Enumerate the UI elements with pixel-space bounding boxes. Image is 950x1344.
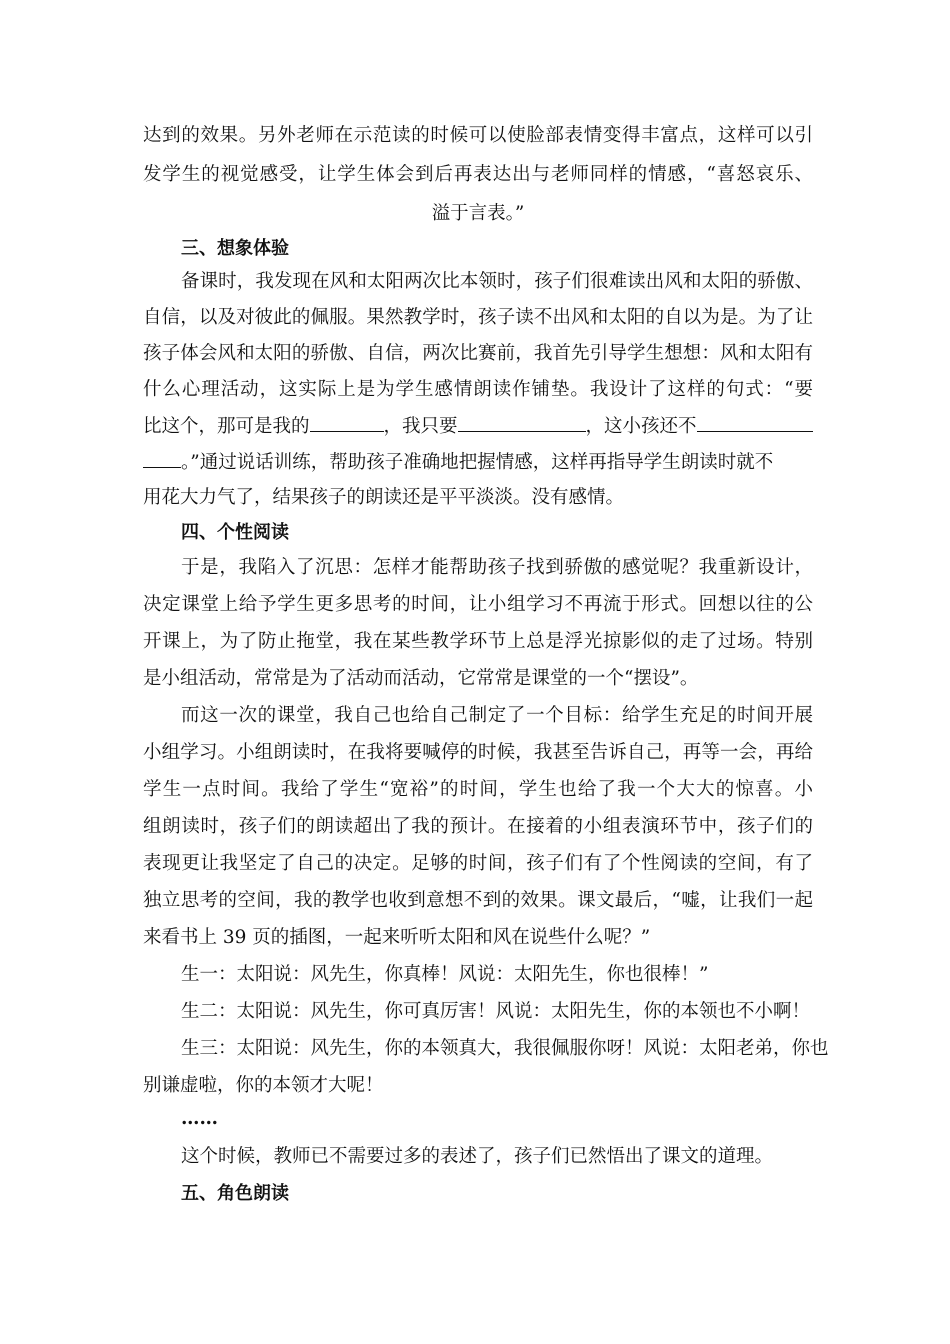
fill-in-continuation (143, 449, 813, 475)
intro-line-3: 溢于言表。” (431, 203, 525, 224)
section-4-p2-line-5: 表现更让我坚定了自己的决定。足够的时间，孩子们有了个性阅读的空间，有了 (143, 853, 813, 874)
section-3-line-3: 孩子体会风和太阳的骄傲、自信，两次比赛前，我首先引导学生想想：风和太阳有 (143, 343, 813, 364)
section-4-p2-line-6: 独立思考的空间，我的教学也收到意想不到的效果。课文最后，“嘘，让我们一起 (143, 890, 813, 911)
section-4-p1-line-2: 决定课堂上给予学生更多思考的时间，让小组学习不再流于形式。回想以往的公 (143, 594, 813, 615)
intro-line-1: 达到的效果。另外老师在示范读的时候可以使脸部表情变得丰富点，这样可以引 (143, 125, 813, 146)
ellipsis: …… (181, 1108, 218, 1129)
section-4-p1-line-1: 于是，我陷入了沉思：怎样才能帮助孩子找到骄傲的感觉呢？我重新设计， (181, 557, 813, 578)
section-4-p2-line-3: 学生一点时间。我给了学生“宽裕”的时间，学生也给了我一个大大的惊喜。小 (143, 779, 813, 800)
section-5-heading: 五、角色朗读 (181, 1183, 289, 1204)
fill-in-sentence (143, 413, 813, 439)
section-3-heading: 三、想象体验 (181, 238, 289, 259)
section-4-p1-line-3: 开课上，为了防止拖堂，我在某些教学环节上总是浮光掠影似的走了过场。特别 (143, 631, 813, 652)
section-3-line-4: 什么心理活动，这实际上是为学生感情朗读作铺垫。我设计了这样的句式：“要 (143, 379, 813, 400)
student-3-line-2: 别谦虚啦，你的本领才大呢！ (143, 1075, 384, 1096)
fill-in-part-1: 比这个，那可是我的 (143, 416, 310, 437)
section-3-last-line: 用花大力气了，结果孩子的朗读还是平平淡淡。没有感情。 (143, 487, 625, 508)
blank-1 (310, 413, 384, 432)
section-3-line-2: 自信，以及对彼此的佩服。果然教学时，孩子读不出风和太阳的自以为是。为了让 (143, 307, 813, 328)
blank-2 (458, 413, 586, 432)
blank-4 (143, 449, 181, 468)
student-3-line-1: 生三：太阳说：风先生，你的本领真大，我很佩服你呀！风说：太阳老弟，你也 (181, 1038, 829, 1059)
section-3-line-1: 备课时，我发现在风和太阳两次比本领时，孩子们很难读出风和太阳的骄傲、 (181, 271, 813, 292)
fill-in-part-2: ，我只要 (383, 416, 458, 437)
conclusion-line: 这个时候，教师已不需要过多的表述了，孩子们已然悟出了课文的道理。 (181, 1146, 774, 1167)
section-4-p2-line-2: 小组学习。小组朗读时，在我将要喊停的时候，我甚至告诉自己，再等一会，再给 (143, 742, 813, 763)
section-4-p2-line-7: 来看书上 39 页的插图，一起来听听太阳和风在说些什么呢？” (143, 927, 651, 948)
after-blank-text: 。”通过说话训练，帮助孩子准确地把握情感，这样再指导学生朗读时就不 (181, 452, 774, 473)
fill-in-part-3: ，这小孩还不 (585, 416, 697, 437)
section-4-heading: 四、个性阅读 (181, 522, 289, 543)
section-4-p2-line-4: 组朗读时，孩子们的朗读超出了我的预计。在接着的小组表演环节中，孩子们的 (143, 816, 813, 837)
intro-line-2: 发学生的视觉感受，让学生体会到后再表达出与老师同样的情感，“喜怒哀乐、 (143, 164, 813, 185)
student-1-line: 生一：太阳说：风先生，你真棒！风说：太阳先生，你也很棒！” (181, 964, 709, 985)
blank-3 (697, 413, 813, 432)
section-4-p2-line-1: 而这一次的课堂，我自己也给自己制定了一个目标：给学生充足的时间开展 (181, 705, 813, 726)
section-4-p1-line-4: 是小组活动，常常是为了活动而活动，它常常是课堂的一个“摆设”。 (143, 668, 699, 689)
student-2-line: 生二：太阳说：风先生，你可真厉害！风说：太阳先生，你的本领也不小啊！ (181, 1001, 811, 1022)
